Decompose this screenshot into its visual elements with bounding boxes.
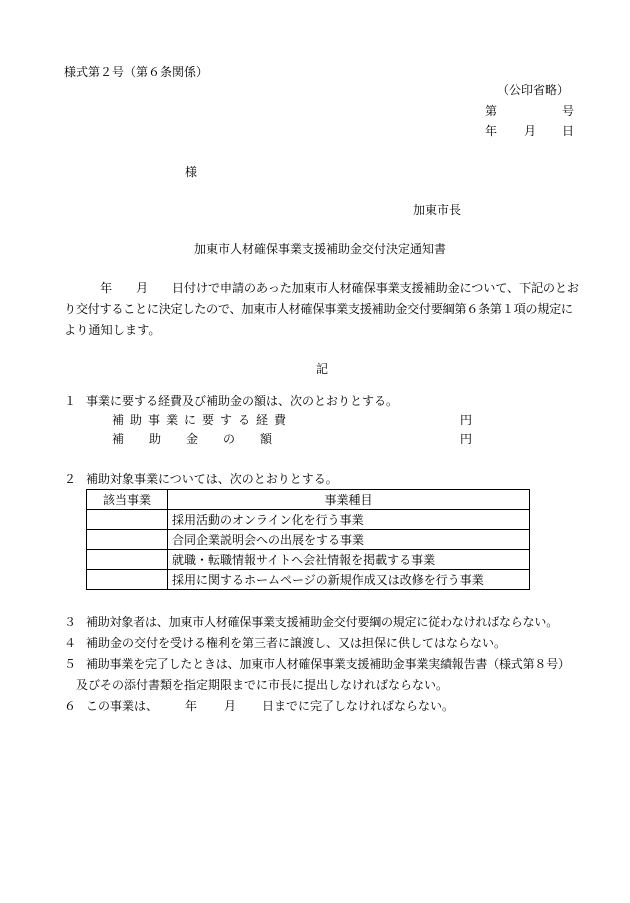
subsidy-label: 補助金の額: [112, 432, 298, 446]
doc-number-go: 号: [562, 104, 575, 118]
body-line-3: より通知します。: [64, 323, 161, 337]
section-6-year: 年: [185, 699, 198, 713]
section-3-text: 補助対象者は、加東市人材確保事業支援補助金交付要綱の規定に従わなければならない。: [86, 615, 559, 629]
form-label: 様式第２号（第６条関係）: [64, 65, 209, 79]
seal-omitted-note: （公印省略）: [497, 83, 570, 97]
section-6-text-a: この事業は、: [86, 699, 159, 713]
table-row: [87, 530, 530, 550]
table-header-category: 事業種目: [168, 490, 530, 510]
section-5-number: ５: [64, 657, 77, 671]
applicable-checkbox-cell[interactable]: [87, 570, 168, 590]
doc-number-dai: 第: [485, 104, 498, 118]
section-6-month: 月: [224, 699, 237, 713]
section-4-text: 補助金の交付を受ける権利を第三者に譲渡し、又は担保に供してはならない。: [86, 636, 507, 650]
section-3-number: ３: [64, 615, 77, 629]
section-4-number: ４: [64, 636, 77, 650]
section-6-number: ６: [64, 699, 77, 713]
subsidy-unit: 円: [460, 432, 473, 446]
body-line-1: 年 月 日付けで申請のあった加東市人材確保事業支援補助金について、下記のとお: [100, 281, 579, 295]
recipient-sama: 様: [185, 165, 198, 179]
section-5-text-line-2: 及びその添付書類を指定期限までに市長に提出しなければならない。: [76, 678, 449, 692]
section-5-text-line-1: 補助事業を完了したときは、加東市人材確保事業支援補助金事業実績報告書（様式第８号）: [86, 657, 570, 671]
applicable-checkbox-cell[interactable]: [87, 510, 168, 530]
category-cell: 採用に関するホームページの新規作成又は改修を行う事業: [168, 570, 530, 590]
body-line-2: り交付することに決定したので、加東市人材確保事業支援補助金交付要綱第６条第１項の規定に: [64, 302, 573, 316]
cost-unit: 円: [460, 413, 473, 427]
applicable-checkbox-cell[interactable]: [87, 530, 168, 550]
section-2-number: ２: [64, 472, 77, 486]
section-1-text: 事業に要する経費及び補助金の額は、次のとおりとする。: [86, 394, 399, 408]
date-day: 日: [562, 124, 575, 138]
section-2-text: 補助対象事業については、次のとおりとする。: [86, 472, 338, 486]
table-header-row: [87, 490, 530, 510]
table-row: [87, 550, 530, 570]
category-cell: 就職・転職情報サイトへ会社情報を掲載する事業: [168, 550, 530, 570]
sender-name: 加東市長: [413, 203, 462, 217]
cost-label: 補助事業に要する経費: [112, 413, 293, 427]
ki-heading: 記: [316, 362, 329, 376]
date-month: 月: [524, 124, 537, 138]
document-title: 加東市人材確保事業支援補助金交付決定通知書: [194, 242, 447, 256]
table-row: [87, 570, 530, 590]
subsidy-target-table: [86, 489, 530, 590]
category-cell: 合同企業説明会への出展をする事業: [168, 530, 530, 550]
table-header-applicable: 該当事業: [87, 490, 168, 510]
section-6-text-b: 日までに完了しなければならない。: [262, 699, 455, 713]
date-year: 年: [485, 124, 498, 138]
category-cell: 採用活動のオンライン化を行う事業: [168, 510, 530, 530]
table-row: [87, 510, 530, 530]
section-1-number: １: [64, 394, 77, 408]
applicable-checkbox-cell[interactable]: [87, 550, 168, 570]
